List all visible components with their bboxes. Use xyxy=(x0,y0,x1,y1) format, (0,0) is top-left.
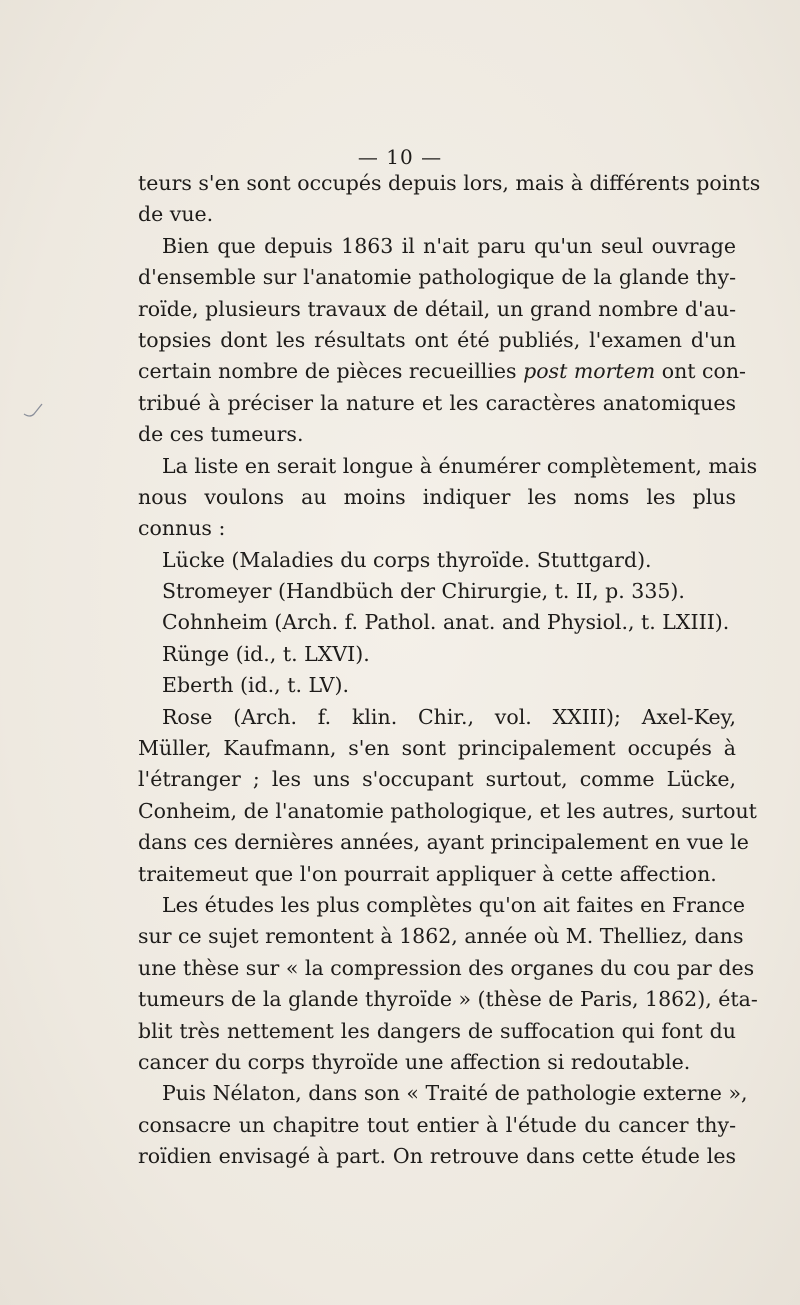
text-line: Conheim, de l'anatomie pathologique, et les autres, surtout xyxy=(138,798,757,823)
pencil-mark-icon xyxy=(22,400,48,426)
text-line: une thèse sur « la compression des organes du cou par des xyxy=(138,955,755,980)
text-line: blit très nettement les dangers de suffocation qui font du xyxy=(138,1018,736,1043)
text-line: l'étranger ; les uns s'occupant surtout, comme Lücke, xyxy=(138,767,736,792)
reference-line: Cohnheim (Arch. f. Pathol. anat. and Physiol., t. LXIII). xyxy=(162,610,730,635)
body-text xyxy=(138,168,761,1173)
reference-line: Stromeyer (Handbüch der Chirurgie, t. II, p. 335). xyxy=(162,579,685,604)
text-line: tumeurs de la glande thyroïde » (thèse de Paris, 1862), éta- xyxy=(138,987,758,1012)
text-line: topsies dont les résultats ont été publiés, l'examen d'un xyxy=(138,327,736,352)
text-line: Les études les plus complètes qu'on ait faites en France xyxy=(162,892,746,917)
text-line: de ces tumeurs. xyxy=(138,422,304,447)
text-line: nous voulons au moins indiquer les noms les plus xyxy=(138,484,736,509)
text-segment: certain nombre de pièces recueillies xyxy=(138,359,524,384)
text-line: Rose (Arch. f. klin. Chir., vol. XXIII); Axel-Key, xyxy=(162,704,736,729)
latin-phrase: post mortem xyxy=(523,359,656,384)
text-line: cancer du corps thyroïde une affection si redoutable. xyxy=(138,1049,691,1074)
text-line: connus : xyxy=(138,516,226,541)
reference-line: Lücke (Maladies du corps thyroïde. Stuttgard). xyxy=(162,547,652,572)
text-line: tribué à préciser la nature et les caractères anatomiques xyxy=(138,390,736,415)
reference-line: Eberth (id., t. LV). xyxy=(162,673,349,698)
text-line: Müller, Kaufmann, s'en sont principalement occupés à xyxy=(138,736,736,761)
text-line: Bien que depuis 1863 il n'ait paru qu'un seul ouvrage xyxy=(162,233,736,258)
text-line: roïdien envisagé à part. On retrouve dans cette étude les xyxy=(138,1144,736,1169)
text-line: d'ensemble sur l'anatomie pathologique de la glande thy- xyxy=(138,265,736,290)
text-line: teurs s'en sont occupés depuis lors, mais à différents points xyxy=(138,171,761,195)
page-number: — 10 — xyxy=(357,145,443,169)
text-line: sur ce sujet remontent à 1862, année où M. Thelliez, dans xyxy=(138,924,744,949)
text-line: traitemeut que l'on pourrait appliquer à cette affection. xyxy=(138,861,717,886)
text-line: La liste en serait longue à énumérer complètement, mais xyxy=(162,453,758,478)
text-line: consacre un chapitre tout entier à l'étude du cancer thy- xyxy=(138,1112,736,1137)
text-line: de vue. xyxy=(138,202,214,227)
text-line xyxy=(138,356,746,387)
text-segment: ont con- xyxy=(655,359,746,384)
text-line: roïde, plusieurs travaux de détail, un grand nombre d'au- xyxy=(138,296,736,321)
reference-line: Rünge (id., t. LXVI). xyxy=(162,641,370,666)
text-line: dans ces dernières années, ayant principalement en vue le xyxy=(138,830,749,855)
text-line: Puis Nélaton, dans son « Traité de pathologie externe », xyxy=(162,1081,748,1106)
